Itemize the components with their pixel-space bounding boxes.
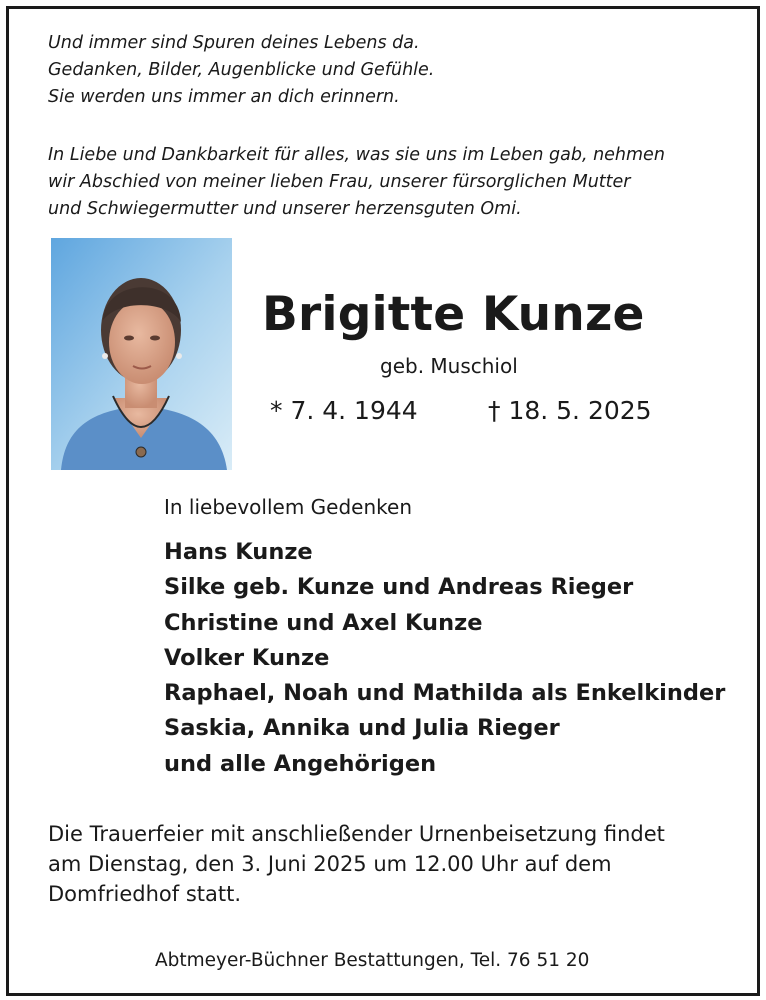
dedication-line: In Liebe und Dankbarkeit für alles, was sie uns im Leben gab, nehmen bbox=[48, 145, 665, 165]
mourner: Raphael, Noah und Mathilda als Enkelkinder bbox=[164, 680, 726, 707]
service-line: Die Trauerfeier mit anschließender Urnenbeisetzung findet bbox=[48, 822, 665, 846]
poem-line: Und immer sind Spuren deines Lebens da. bbox=[48, 33, 420, 53]
mourner: Christine und Axel Kunze bbox=[164, 609, 483, 636]
mourner: Saskia, Annika und Julia Rieger bbox=[164, 715, 560, 742]
dedication-line: wir Abschied von meiner lieben Frau, unserer fürsorglichen Mutter bbox=[48, 172, 631, 192]
poem-line: Gedanken, Bilder, Augenblicke und Gefühle. bbox=[48, 60, 435, 80]
undertaker-contact: Abtmeyer-Büchner Bestattungen, Tel. 76 51 20 bbox=[155, 950, 590, 971]
dedication-line: und Schwiegermutter und unserer herzensguten Omi. bbox=[48, 199, 522, 219]
service-line: Domfriedhof statt. bbox=[48, 882, 241, 906]
mourner: Hans Kunze bbox=[164, 539, 313, 565]
maiden-name: geb. Muschiol bbox=[380, 354, 518, 378]
mourner: Volker Kunze bbox=[164, 644, 330, 671]
funeral-service-notice bbox=[48, 819, 718, 909]
mourner: Silke geb. Kunze und Andreas Rieger bbox=[164, 574, 634, 601]
mourner: und alle Angehörigen bbox=[164, 750, 437, 777]
service-line: am Dienstag, den 3. Juni 2025 um 12.00 Uhr auf dem bbox=[48, 852, 612, 876]
deceased-name: Brigitte Kunze bbox=[262, 287, 645, 342]
death-date: † 18. 5. 2025 bbox=[488, 396, 652, 425]
memory-label: In liebevollem Gedenken bbox=[164, 495, 413, 519]
poem-line: Sie werden uns immer an dich erinnern. bbox=[48, 87, 400, 107]
portrait-photo bbox=[51, 238, 232, 470]
birth-date: * 7. 4. 1944 bbox=[270, 396, 418, 425]
poem bbox=[48, 30, 434, 111]
mourners-list bbox=[164, 535, 725, 782]
dedication-text bbox=[48, 142, 728, 223]
